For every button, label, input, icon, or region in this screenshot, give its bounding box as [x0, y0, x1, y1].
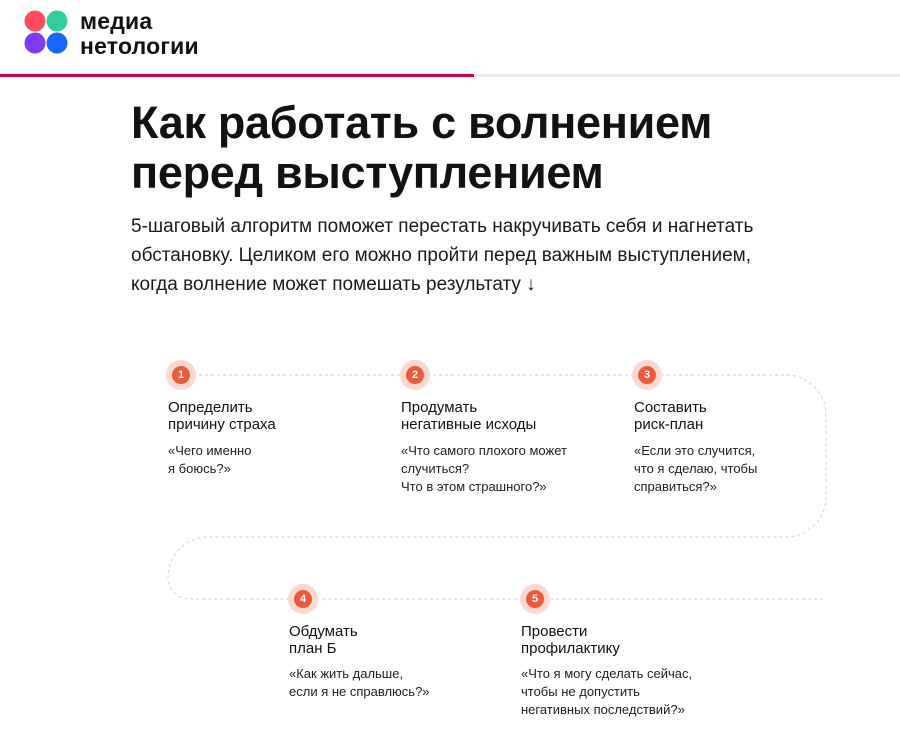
step-quote-line: случиться? [401, 461, 470, 476]
lead-line-3: когда волнение может помешать результату ↓ [131, 274, 536, 295]
step-number: 5 [526, 590, 544, 608]
step-quote-line: «Что я могу сделать сейчас, [521, 666, 693, 681]
step-4-title [289, 623, 358, 657]
step-title-line: риск-план [634, 416, 704, 433]
step-title-line: Определить [168, 399, 253, 416]
lead-line-2: обстановку. Целиком его можно пройти перед важным выступлением, [131, 245, 751, 266]
step-2-badge [400, 360, 430, 390]
step-number: 4 [294, 590, 312, 608]
step-number: 3 [638, 366, 656, 384]
step-quote-line: «Чего именно [168, 443, 252, 458]
step-title-line: Обдумать [289, 623, 358, 640]
step-5-quote [521, 665, 692, 719]
step-quote-line: я боюсь?» [168, 461, 231, 476]
step-4-quote [289, 665, 430, 701]
step-quote-line: Что в этом страшного?» [401, 479, 547, 494]
step-2-title [401, 399, 536, 433]
step-3-quote [634, 442, 757, 496]
step-3-title [634, 399, 707, 433]
step-quote-line: если я не справлюсь?» [289, 684, 430, 699]
step-title-line: план Б [289, 640, 337, 657]
step-quote-line: что я сделаю, чтобы [634, 461, 758, 476]
step-quote-line: чтобы не допустить [521, 684, 640, 699]
logo-line-2: нетологии [80, 33, 199, 59]
step-title-line: профилактику [521, 640, 620, 657]
step-title-line: Провести [521, 623, 588, 640]
step-2-quote [401, 442, 567, 496]
step-quote-line: «Если это случится, [634, 443, 756, 458]
step-number: 1 [172, 366, 190, 384]
lead-line-1: 5-шаговый алгоритм поможет перестать накручивать себя и нагнетать [131, 216, 754, 237]
logo-line-1: медиа [80, 8, 153, 34]
step-5-title [521, 623, 620, 657]
step-4-badge [288, 584, 318, 614]
step-quote-line: «Что самого плохого может [401, 443, 567, 458]
step-title-line: причину страха [168, 416, 276, 433]
step-number: 2 [406, 366, 424, 384]
step-5-badge [520, 584, 550, 614]
step-quote-line: «Как жить дальше, [289, 666, 404, 681]
step-1-quote [168, 442, 251, 478]
step-quote-line: справиться?» [634, 479, 717, 494]
step-1-title [168, 399, 276, 433]
step-quote-line: негативных последствий?» [521, 702, 685, 717]
step-1-badge [166, 360, 196, 390]
title-line-2: перед выступлением [131, 147, 604, 198]
step-3-badge [632, 360, 662, 390]
step-title-line: Составить [634, 399, 707, 416]
step-title-line: негативные исходы [401, 416, 537, 433]
step-title-line: Продумать [401, 399, 478, 416]
title-line-1: Как работать с волнением [131, 97, 713, 148]
